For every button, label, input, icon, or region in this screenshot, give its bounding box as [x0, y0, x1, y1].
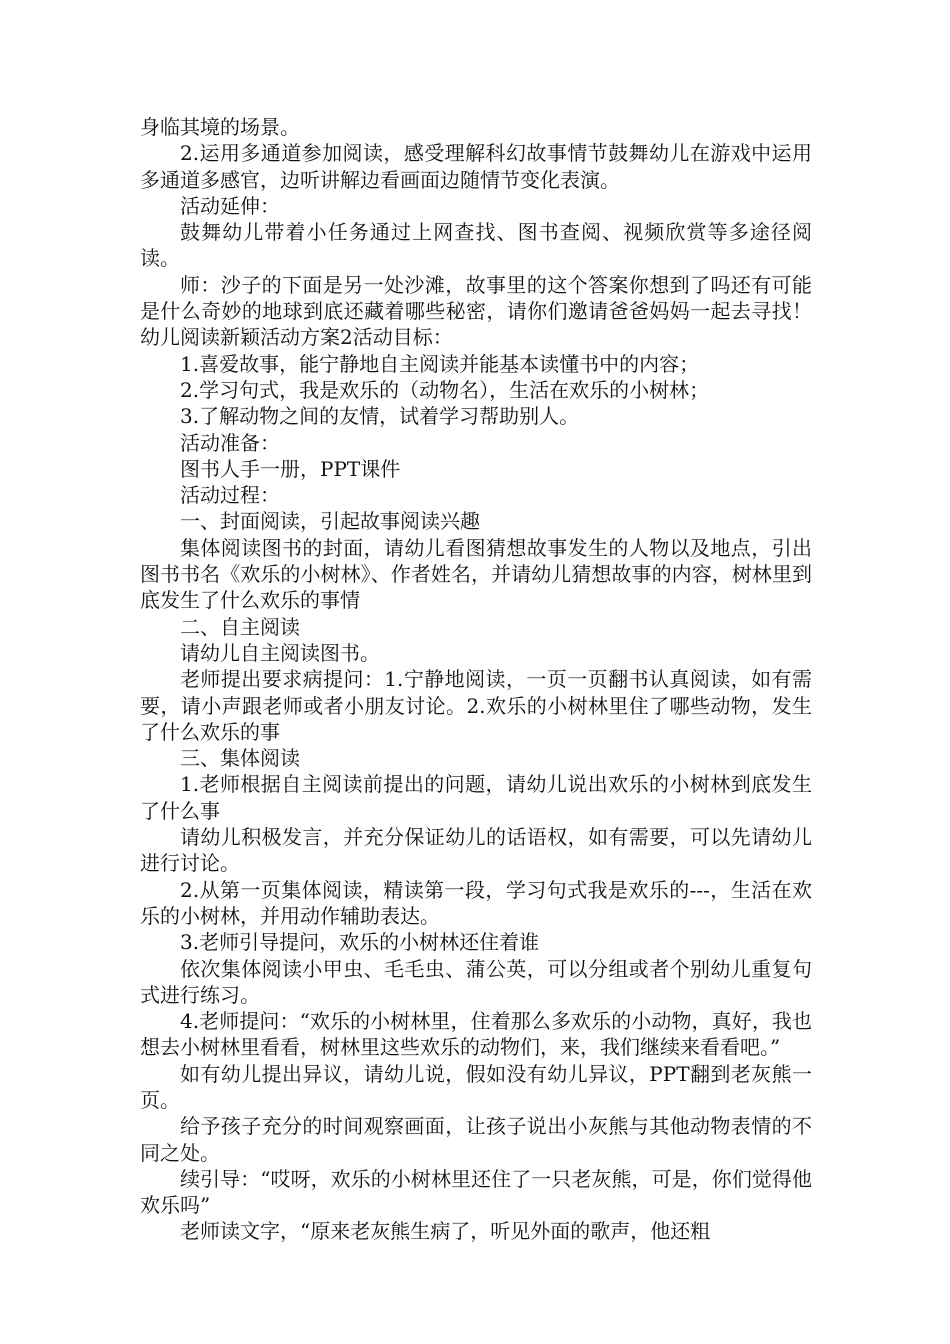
paragraph: 1.老师根据自主阅读前提出的问题，请幼儿说出欢乐的小树林到底发生了什么事 [140, 772, 812, 823]
goal-item: 2.学习句式，我是欢乐的（动物名），生活在欢乐的小树林； [180, 377, 710, 402]
step-heading: 三、集体阅读 [180, 746, 300, 771]
goal-item: 3.了解动物之间的友情，试着学习帮助别人。 [180, 404, 580, 429]
goal-item: 1.喜爱故事，能宁静地自主阅读并能基本读懂书中的内容； [180, 351, 700, 376]
paragraph: 续引导：“哎呀，欢乐的小树林里还住了一只老灰熊，可是，你们觉得他欢乐吗” [140, 1166, 812, 1218]
paragraph: 集体阅读图书的封面，请幼儿看图猜想故事发生的人物以及地点，引出图书书名《欢乐的小树林》、作者姓名，并请幼儿猜想故事的内容，树林里到底发生了什么欢乐的事情 [140, 535, 812, 613]
section-heading: 活动过程： [180, 483, 280, 508]
paragraph: 依次集体阅读小甲虫、毛毛虫、蒲公英，可以分组或者个别幼儿重复句式进行练习。 [140, 956, 812, 1007]
paragraph: 老师读文字，“原来老灰熊生病了，听见外面的歌声，他还粗 [180, 1219, 711, 1244]
paragraph: 给予孩子充分的时间观察画面，让孩子说出小灰熊与其他动物表情的不同之处。 [140, 1114, 812, 1165]
paragraph: 老师提出要求病提问：1.宁静地阅读，一页一页翻书认真阅读，如有需要，请小声跟老师或者小朋友讨论。2.欢乐的小树林里住了哪些动物，发生了什么欢乐的事 [140, 667, 812, 744]
section-heading: 活动准备： [180, 430, 280, 455]
paragraph: 4.老师提问：“欢乐的小树林里，住着那么多欢乐的小动物，真好，我也想去小树林里看看，树林里这些欢乐的动物们，来，我们继续来看看吧。” [140, 1009, 812, 1060]
section-heading: 活动延伸： [180, 193, 280, 218]
document-body [140, 114, 812, 1245]
step-heading: 一、封面阅读，引起故事阅读兴趣 [180, 509, 480, 534]
paragraph: 3.老师引导提问，欢乐的小树林还住着谁 [180, 930, 540, 955]
step-heading: 二、自主阅读 [180, 614, 300, 639]
paragraph: 请幼儿积极发言，并充分保证幼儿的话语权，如有需要，可以先请幼儿进行讨论。 [140, 825, 812, 876]
paragraph: 请幼儿自主阅读图书。 [180, 640, 380, 665]
paragraph: 身临其境的场景。 [140, 115, 300, 139]
paragraph: 鼓舞幼儿带着小任务通过上网查找、图书查阅、视频欣赏等多途径阅读。 [140, 220, 812, 271]
paragraph: 师：沙子的下面是另一处沙滩，故事里的这个答案你想到了吗还有可能是什么奇妙的地球到底还藏着哪些秘密，请你们邀请爸爸妈妈一起去寻找！幼儿阅读新颖活动方案2活动目标： [140, 272, 812, 350]
paragraph: 图书人手一册，PPT课件 [180, 456, 401, 481]
paragraph: 2.运用多通道参加阅读，感受理解科幻故事情节鼓舞幼儿在游戏中运用多通道多感官，边听讲解边看画面边随情节变化表演。 [140, 141, 812, 192]
paragraph: 如有幼儿提出异议，请幼儿说，假如没有幼儿异议，PPT翻到老灰熊一页。 [140, 1061, 812, 1112]
paragraph: 2.从第一页集体阅读，精读第一段，学习句式我是欢乐的---，生活在欢乐的小树林，并用动作辅助表达。 [140, 877, 812, 928]
